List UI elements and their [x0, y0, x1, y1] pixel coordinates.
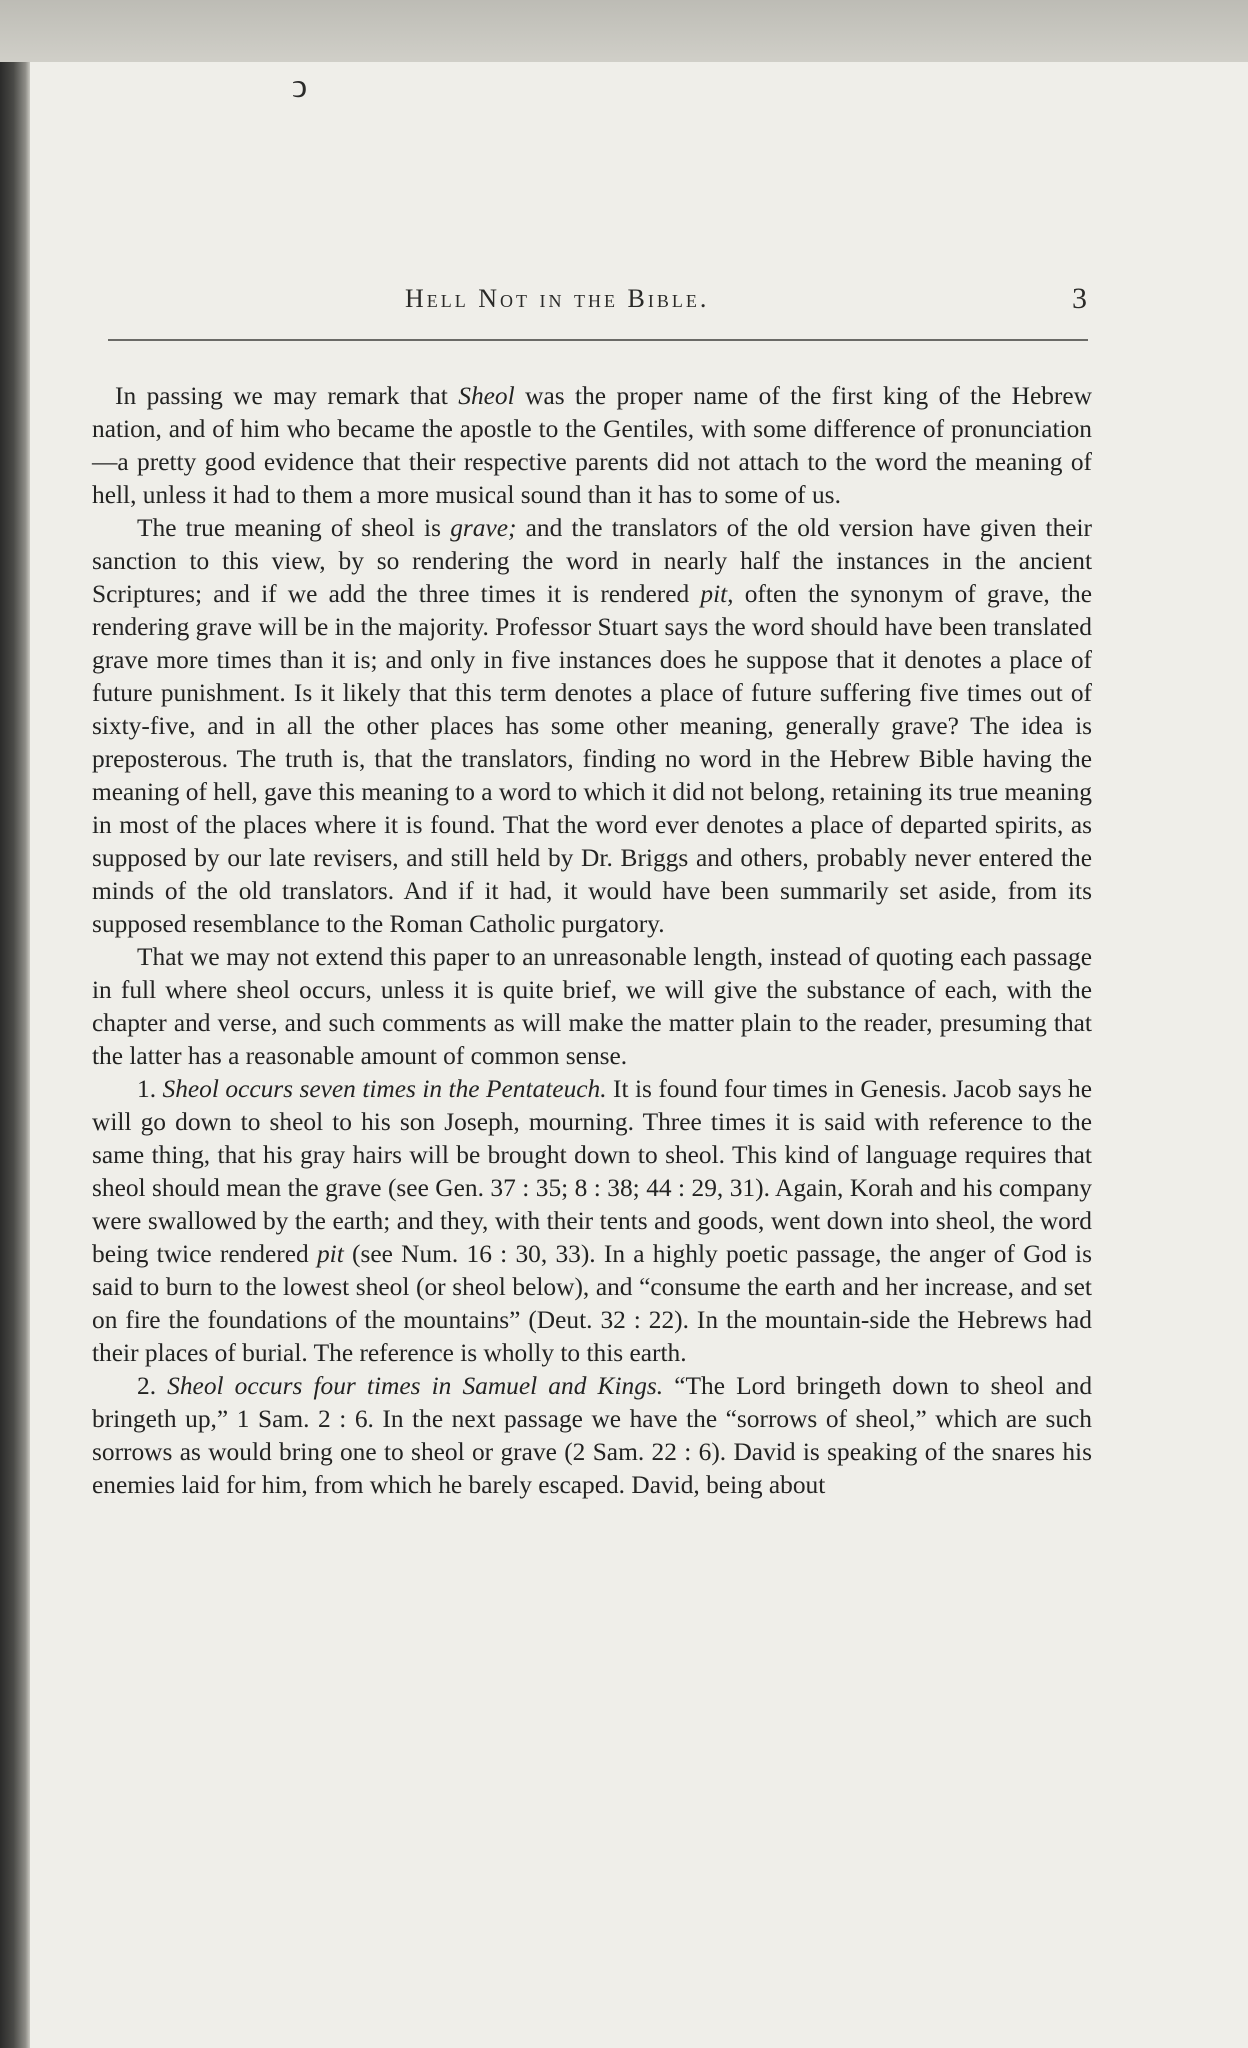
italic-run: Sheol occurs four times in Samuel and Kings. [167, 1372, 664, 1400]
paragraph-method [92, 941, 1092, 1073]
text-run: often the synonym of grave, the rendering grave will be in the majority. Professor Stuart says the word should have been translated grave more times than it is; and only in five instances does he suppose that it denotes a place of future punishment. Is it likely that this term denotes a place of future suffering five times out of sixty-five, and in all the other places has some other meaning, generally grave? The idea is preposterous. The truth is, that the translators, finding no word in the Hebrew Bible having the meaning of hell, gave this meaning to a word to which it did not belong, retaining its true meaning in most of the places where it is found. That the word ever denotes a place of departed spirits, as supposed by our late revisers, and still held by Dr. Briggs and others, probably never entered the minds of the old translators. And if it had, it would have been summarily set aside, from its supposed resemblance to the Roman Catholic purgatory. [92, 580, 1092, 938]
text-run: 1. [137, 1075, 163, 1103]
book-binding-edge [0, 62, 30, 2048]
paragraph-sheol-name [92, 380, 1092, 512]
body-text [92, 380, 1092, 1502]
text-run: 2. [137, 1372, 168, 1400]
paragraph-samuel-kings [92, 1370, 1092, 1502]
italic-run: Sheol occurs seven times in the Pentateuch. [162, 1075, 607, 1103]
italic-run: grave; [450, 514, 517, 542]
italic-run: pit, [700, 580, 734, 608]
text-run: It is found four times in Genesis. Jacob says he will go down to sheol to his son Joseph, mourning. Three times it is said with reference to the same thing, that his gray hairs will be brought down to sheol. This kind of language requires that sheol should mean the grave (see Gen. 37 : 35; 8 : 38; 44 : 29, 31). Again, Korah and his company were swallowed by the earth; and they, with their tents and goods, went down into sheol, the word being twice rendered [92, 1075, 1092, 1268]
paragraph-true-meaning [92, 512, 1092, 941]
text-run: “The Lord bringeth down to sheol and bringeth up,” 1 Sam. 2 : 6. In the next passage we have the “sorrows of sheol,” which are such sorrows as would bring one to sheol or grave (2 Sam. 22 : 6). David is speaking of the snares his enemies laid for him, from which he barely escaped. David, being about [92, 1372, 1093, 1499]
text-run: and the translators of the old version have given their sanction to this view, by so rendering the word in nearly half the instances in the ancient Scriptures; and if we add the three times it is rendered [92, 514, 1092, 608]
header-rule [108, 339, 1088, 341]
text-run: was the proper name of the first king of the Hebrew nation, and of him who became the apostle to the Gentiles, with some difference of pronunciation—a pretty good evidence that their respective parents did not attach to the word the meaning of hell, unless it had to them a more musical sound than it has to some of us. [92, 382, 1092, 509]
book-page [30, 62, 1248, 2048]
running-header: Hell Not in the Bible. [405, 284, 710, 313]
text-run: The true meaning of sheol is [137, 514, 451, 542]
page-number: 3 [1072, 282, 1087, 315]
italic-run: pit [316, 1240, 344, 1268]
text-run: In passing we may remark that [115, 382, 459, 410]
text-run: (see Num. 16 : 30, 33). In a highly poetic passage, the anger of God is said to burn to the lowest sheol (or sheol below), and “consume the earth and her increase, and set on fire the foundations of the mountains” (Deut. 32 : 22). In the mountain-side the Hebrews had their places of burial. The reference is wholly to this earth. [92, 1240, 1092, 1367]
italic-run: Sheol [458, 382, 515, 410]
paragraph-pentateuch [92, 1073, 1092, 1370]
scan-top-margin [0, 0, 1248, 62]
text-run: That we may not extend this paper to an unreasonable length, instead of quoting each passage in full where sheol occurs, unless it is quite brief, we will give the substance of each, with the chapter and verse, and such comments as will make the matter plain to the reader, presuming that the latter has a reasonable amount of common sense. [92, 943, 1092, 1070]
scan-mark: ↄ [292, 68, 308, 105]
